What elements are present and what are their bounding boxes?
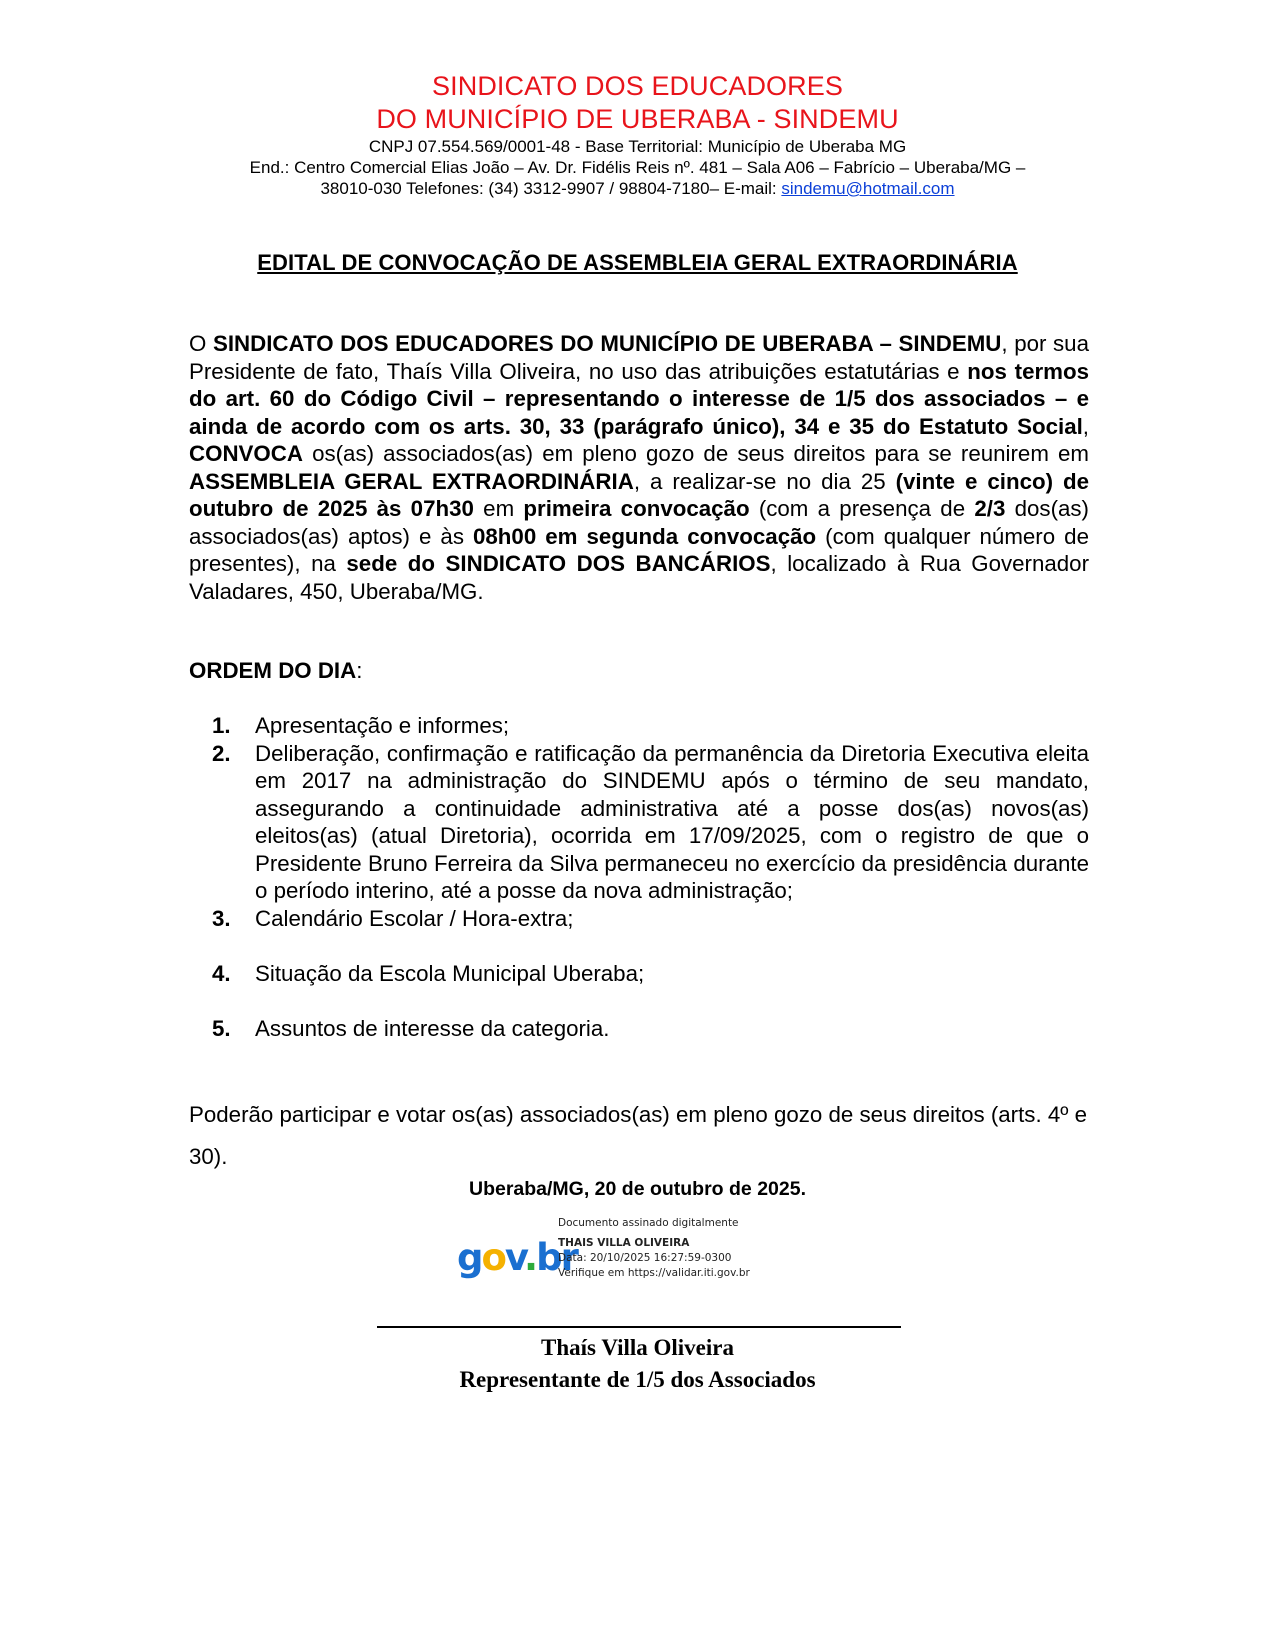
text-segment: , por sua Presidente de fato, Thaís Villa Oliveira, no uso das atribuições estatutárias e [189,331,1089,384]
signature-line [377,1326,901,1328]
text-segment: dos(as) associados(as) aptos) e às [189,496,1089,549]
org-name-line-1: SINDICATO DOS EDUCADORES [432,71,843,101]
bold-text-segment: CONVOCA [189,441,303,466]
text-segment: , localizado à Rua Governador Valadares, 450, Uberaba/MG. [189,551,1090,604]
org-name-line-2: DO MUNICÍPIO DE UBERABA - SINDEMU [376,104,899,134]
agenda-item-number: 4. [212,960,231,986]
agenda-item-text: Deliberação, confirmação e ratificação da permanência da Diretoria Executiva eleita em 2017 na administração do SINDEMU após o término de seu mandato, assegurando a continuidade administrativa até a posse dos(as) novos(as) eleitos(as) (atual Diretoria), ocorrida em 17/09/2025, com o registro de que o Presidente Bruno Ferreira da Silva permaneceu no exercício da presidência durante o período interino, até a posse da nova administração; [255,740,1089,903]
text-segment: , [1082,413,1089,439]
bold-text-segment: (vinte e cinco) de outubro de 2025 às 07h30 [189,468,1090,521]
signature-verify-url: Verifique em https://validar.iti.gov.br [558,1267,750,1279]
bold-text-segment: primeira convocação [523,496,750,521]
signer-role: Representante de 1/5 dos Associados [459,1367,816,1392]
agenda-heading-text: ORDEM DO DIA [189,658,357,683]
agenda-item [212,712,1089,740]
cnpj-line: CNPJ 07.554.569/0001-48 - Base Territorial: Município de Uberaba MG [368,137,907,156]
signature-signer: THAIS VILLA OLIVEIRA [558,1237,690,1249]
signature-details [558,1216,750,1281]
text-segment: (com qualquer número de presentes), na [189,523,1089,576]
bold-text-segment: SINDICATO DOS EDUCADORES DO MUNICÍPIO DE UBERABA – SINDEMU [212,331,1002,356]
bold-text-segment: sede do SINDICATO DOS BANCÁRIOS [346,551,771,576]
bold-text-segment: 2/3 [974,496,1006,521]
agenda-heading-colon: : [356,658,363,683]
place-date-line: Uberaba/MG, 20 de outubro de 2025. [468,1178,806,1200]
bold-text-segment: ASSEMBLEIA GERAL EXTRAORDINÁRIA [189,468,634,494]
govbr-logo-icon: gov.br [457,1236,577,1279]
digital-signature-stamp [455,1216,815,1296]
contact-line [0,178,1275,199]
document-title: EDITAL DE CONVOCAÇÃO DE ASSEMBLEIA GERAL EXTRAORDINÁRIA [257,250,1018,275]
closing-paragraph: Poderão participar e votar os(as) associados(as) em pleno gozo de seus direitos (arts. 4º e 30). [189,1102,1087,1169]
agenda-item-text: Calendário Escolar / Hora-extra; [255,905,574,931]
agenda-item-number: 2. [212,740,231,766]
agenda-item [212,905,1089,933]
agenda-item-text: Apresentação e informes; [255,713,510,738]
agenda-item-text: Assuntos de interesse da categoria. [255,1015,610,1041]
agenda-item-number: 5. [212,1015,231,1041]
bold-text-segment: 08h00 em segunda convocação [473,523,817,549]
address-line: End.: Centro Comercial Elias João – Av. Dr. Fidélis Reis nº. 481 – Sala A06 – Fabrício – Uberaba/MG – [249,158,1026,177]
contact-text: 38010-030 Telefones: (34) 3312-9907 / 98804-7180– E-mail: [320,179,782,198]
agenda-item [212,960,1089,988]
convocation-paragraph [189,330,1089,605]
text-segment: (com a presença de [749,496,975,521]
signature-date: Data: 20/10/2025 16:27:59-0300 [558,1252,732,1264]
text-segment: os(as) associados(as) em pleno gozo de seus direitos para se reunirem em [302,441,1089,466]
agenda-item [212,740,1089,905]
agenda-item-number: 3. [212,905,231,931]
agenda-list [212,712,1089,1042]
signer-name: Thaís Villa Oliveira [541,1335,734,1360]
bold-text-segment: nos termos do art. 60 do Código Civil – representando o interesse de 1/5 dos associados – e ainda de acordo com os arts. 30, 33 (parágrafo único), 34 e 35 do Estatuto Social [189,358,1089,439]
text-segment: O [189,331,213,356]
letterhead [0,70,1275,199]
agenda-heading [189,658,362,684]
text-segment: em [473,496,524,521]
signature-label: Documento assinado digitalmente [558,1217,739,1229]
email-link[interactable]: sindemu@hotmail.com [781,179,955,198]
agenda-item [212,1015,1089,1043]
agenda-item-text: Situação da Escola Municipal Uberaba; [255,960,645,986]
text-segment: , a realizar-se no dia 25 [633,468,896,494]
agenda-item-number: 1. [212,713,231,738]
